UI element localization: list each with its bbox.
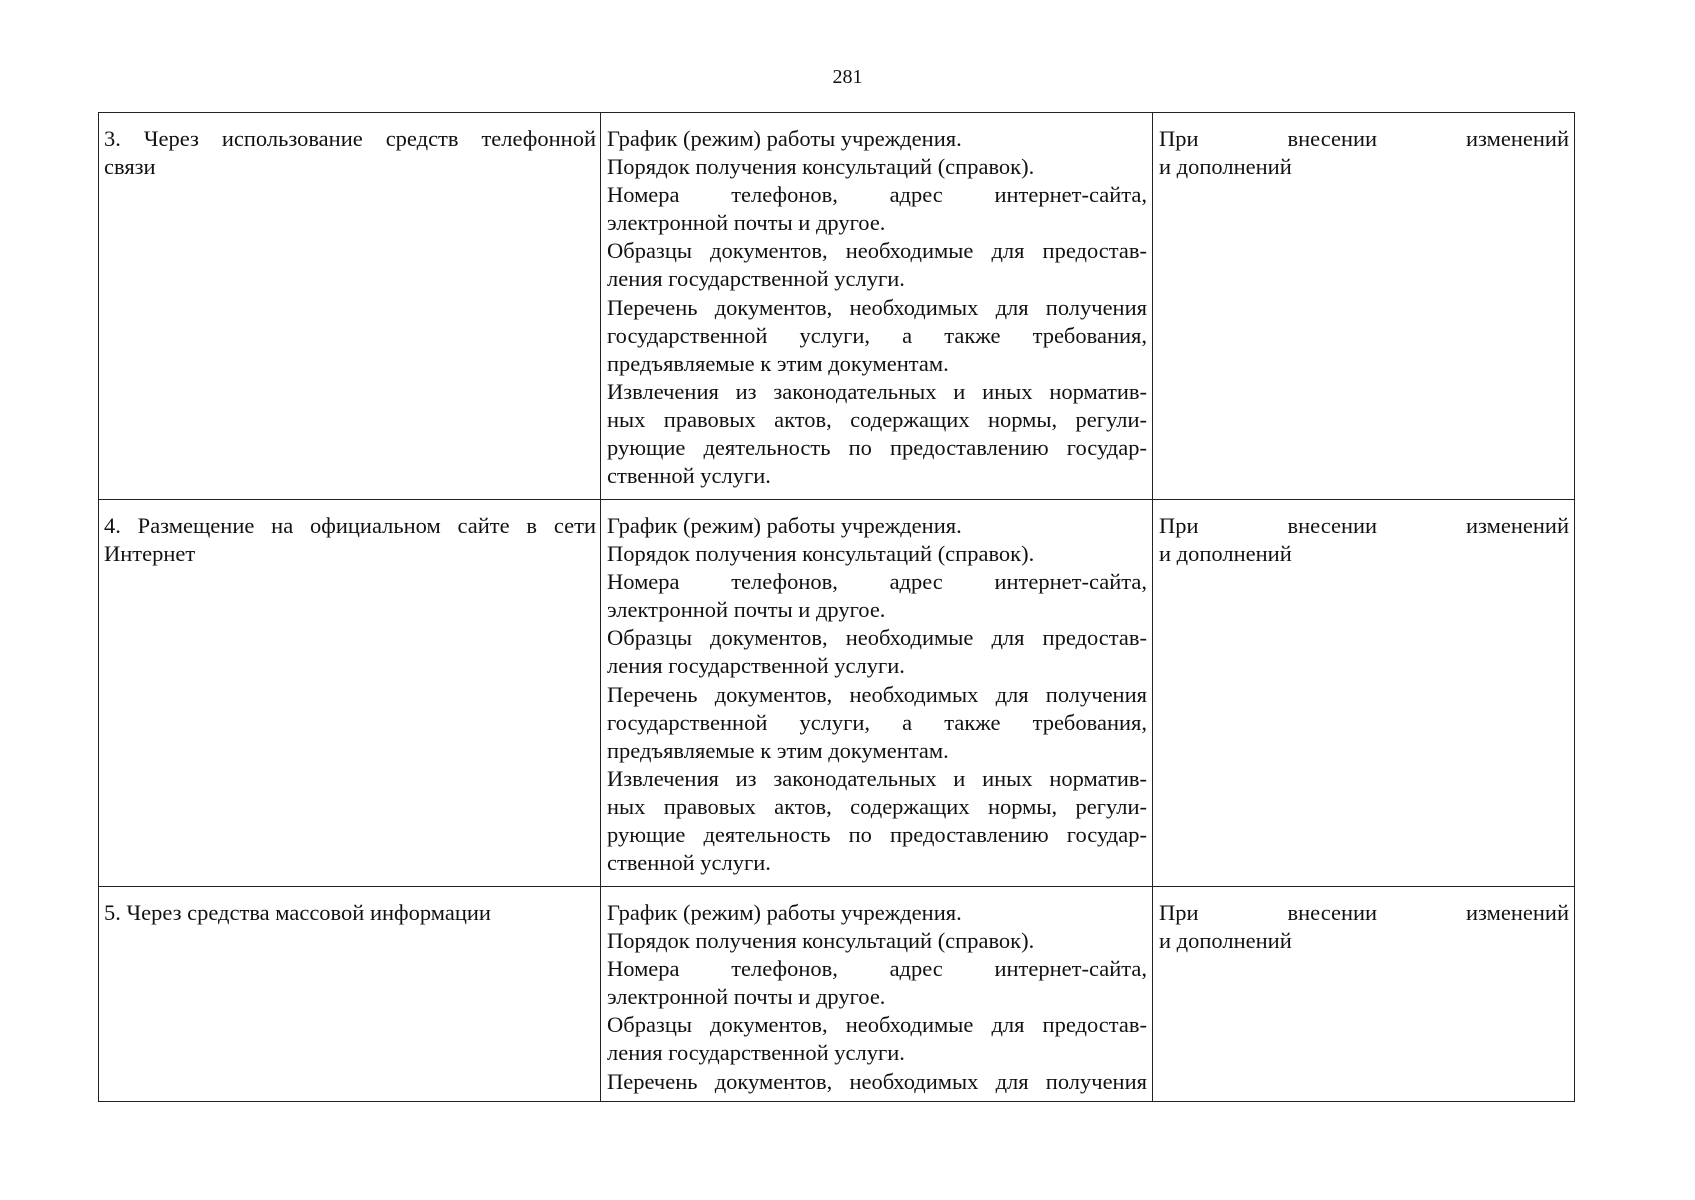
content-line: рующие деятельность по предоставлению государ- [607, 822, 1147, 848]
content-line: Образцы документов, необходимые для предостав- [607, 1012, 1147, 1038]
content-line: ления государственной услуги. [607, 653, 905, 679]
content-line: электронной почты и другое. [607, 210, 886, 236]
content-line: Перечень документов, необходимых для получения [607, 1068, 1147, 1094]
content-line: Перечень документов, необходимых для получения [607, 681, 1147, 707]
content-line: Извлечения из законодательных и иных норматив- [607, 378, 1147, 404]
content-cell [601, 887, 1153, 1101]
method-cell [99, 887, 601, 1101]
content-line: рующие деятельность по предоставлению государ- [607, 435, 1147, 461]
frequency-line: и дополнений [1159, 154, 1292, 180]
content-line: Номера телефонов, адрес интернет-сайта, [607, 182, 1147, 208]
content-line: График (режим) работы учреждения. [607, 126, 962, 151]
method-cell [99, 113, 601, 499]
frequency-line: и дополнений [1159, 928, 1292, 954]
content-cell [601, 500, 1153, 886]
content-line: предъявляемые к этим документам. [607, 350, 949, 376]
method-cell [99, 500, 601, 886]
content-line: Номера телефонов, адрес интернет-сайта, [607, 569, 1147, 595]
method-line: Интернет [104, 541, 196, 567]
info-table [98, 112, 1575, 1102]
frequency-cell [1153, 500, 1573, 886]
frequency-line: При внесении изменений [1159, 513, 1569, 538]
content-line: Образцы документов, необходимые для предостав- [607, 238, 1147, 264]
content-line: электронной почты и другое. [607, 597, 886, 623]
content-line: ственной услуги. [607, 463, 771, 489]
content-line: Извлечения из законодательных и иных норматив- [607, 765, 1147, 791]
content-cell [601, 113, 1153, 499]
content-line: График (режим) работы учреждения. [607, 900, 962, 925]
content-line: Образцы документов, необходимые для предостав- [607, 625, 1147, 651]
content-line: Номера телефонов, адрес интернет-сайта, [607, 956, 1147, 982]
content-line: государственной услуги, а также требования, [607, 322, 1147, 348]
method-line: связи [104, 154, 156, 180]
frequency-line: При внесении изменений [1159, 126, 1569, 151]
content-line: Порядок получения консультаций (справок). [607, 541, 1035, 567]
method-line: 3. Через использование средств телефонной [104, 126, 596, 151]
content-line: электронной почты и другое. [607, 984, 886, 1010]
frequency-line: и дополнений [1159, 541, 1292, 567]
content-line: государственной услуги, а также требования, [607, 709, 1147, 735]
content-line: Перечень документов, необходимых для получения [607, 294, 1147, 320]
content-line: ственной услуги. [607, 850, 771, 876]
method-line: 5. Через средства массовой информации [104, 900, 491, 925]
page-number: 281 [832, 66, 863, 88]
content-line: ления государственной услуги. [607, 266, 905, 292]
content-line: Порядок получения консультаций (справок). [607, 154, 1035, 180]
method-line: 4. Размещение на официальном сайте в сети [104, 513, 596, 538]
content-line: ных правовых актов, содержащих нормы, регули- [607, 406, 1147, 432]
table-row [99, 887, 1574, 1101]
content-line: предъявляемые к этим документам. [607, 737, 949, 763]
content-line: ных правовых актов, содержащих нормы, регули- [607, 793, 1147, 819]
frequency-line: При внесении изменений [1159, 900, 1569, 925]
content-line: Порядок получения консультаций (справок). [607, 928, 1035, 954]
table-row [99, 500, 1574, 887]
frequency-cell [1153, 887, 1573, 1101]
content-line: График (режим) работы учреждения. [607, 513, 962, 538]
table-row [99, 113, 1574, 500]
frequency-cell [1153, 113, 1573, 499]
content-line: ления государственной услуги. [607, 1040, 905, 1066]
